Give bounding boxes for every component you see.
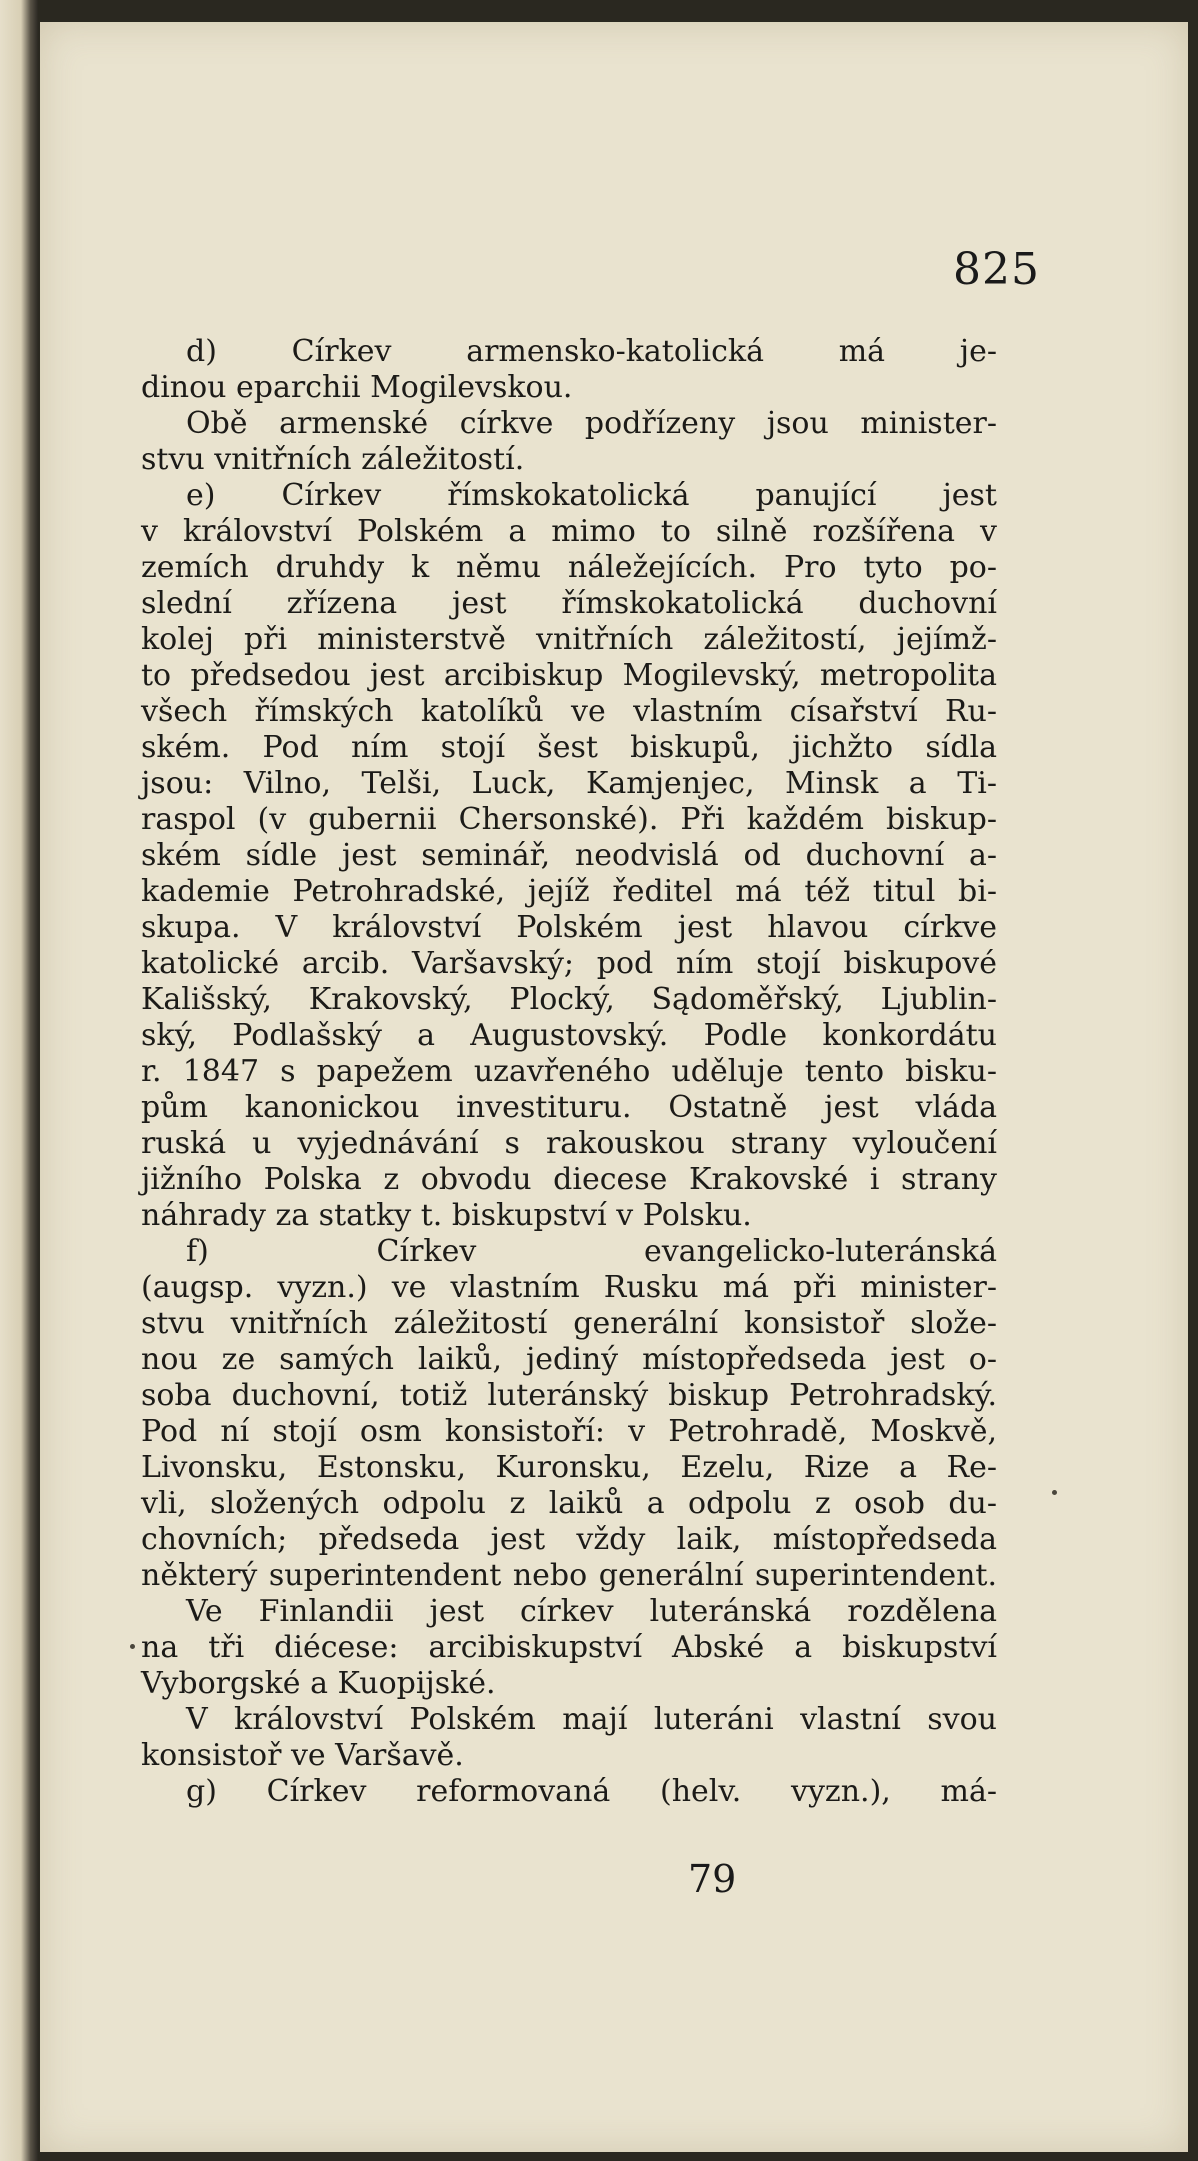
text-line: (augsp. vyzn.) ve vlastním Rusku má při minister- [141,1270,997,1305]
text-line: V království Polském mají luteráni vlastní svou [186,1702,997,1737]
text-line: kolej při ministerstvě vnitřních záležitostí, jejímž- [141,622,997,657]
text-line: stvu vnitřních záležitostí. [141,442,525,477]
text-line: v království Polském a mimo to silně rozšířena v [141,514,997,549]
book-page [40,22,1188,2152]
text-line: ský, Podlašský a Augustovský. Podle konkordátu [141,1018,997,1053]
text-line: Livonsku, Estonsku, Kuronsku, Ezelu, Rize a Re- [141,1450,997,1485]
text-line: vli, složených odpolu z laiků a odpolu z osob du- [141,1486,997,1521]
text-line: dinou eparchii Mogilevskou. [141,370,573,405]
text-line: g) Církev reformovaná (helv. vyzn.), má- [186,1774,997,1809]
text-line: Ve Finlandii jest církev luteránská rozdělena [186,1594,997,1629]
book-spine [0,0,38,2161]
text-line: Pod ní stojí osm konsistoří: v Petrohradě, Moskvě, [141,1414,997,1449]
text-line: Obě armenské církve podřízeny jsou minister- [186,406,997,441]
text-line: jižního Polska z obvodu diecese Krakovské i strany [141,1162,997,1197]
text-line: ském sídle jest seminář, neodvislá od duchovní a- [141,838,997,873]
text-line: pům kanonickou investituru. Ostatně jest vláda [141,1090,997,1125]
text-line: nou ze samých laiků, jediný místopředseda jest o- [141,1342,997,1377]
text-line: r. 1847 s papežem uzavřeného uděluje tento bisku- [141,1054,997,1089]
signature-mark: 79 [688,1857,737,1901]
text-line: všech římských katolíků ve vlastním císařství Ru- [141,694,997,729]
text-line: jsou: Vilno, Telši, Luck, Kamjenjec, Minsk a Ti- [141,766,997,801]
text-line: e) Církev římskokatolická panující jest [186,478,997,513]
paper-speck [1052,1490,1057,1495]
text-line: ském. Pod ním stojí šest biskupů, jichžto sídla [141,730,997,765]
text-line: náhrady za statky t. biskupství v Polsku. [141,1198,752,1233]
text-line: zemích druhdy k němu náležejících. Pro tyto po- [141,550,997,585]
text-line: soba duchovní, totiž luteránský biskup Petrohradský. [141,1378,997,1413]
text-line: chovních; předseda jest vždy laik, místopředseda [141,1522,997,1557]
text-line: slední zřízena jest římskokatolická duchovní [141,586,997,621]
text-line: f) Církev evangelicko-luteránská [186,1234,997,1269]
text-line: skupa. V království Polském jest hlavou církve [141,910,997,945]
text-line: Kališský, Krakovský, Plocký, Sądoměřský, Ljublin- [141,982,997,1017]
text-line: to předsedou jest arcibiskup Mogilevský, metropolita [141,658,997,693]
text-line: na tři diécese: arcibiskupství Abské a biskupství [141,1630,997,1665]
text-line: některý superintendent nebo generální superintendent. [141,1558,997,1593]
page-number: 825 [953,244,1040,295]
text-line: d) Církev armensko-katolická má je- [186,334,997,369]
paper-speck [130,1644,135,1649]
text-line: katolické arcib. Varšavský; pod ním stojí biskupové [141,946,997,981]
body-text [141,334,997,1810]
text-line: ruská u vyjednávání s rakouskou strany vyloučení [141,1126,997,1161]
text-line: Vyborgské a Kuopijské. [141,1666,496,1701]
text-line: stvu vnitřních záležitostí generální konsistoř slože- [141,1306,997,1341]
text-line: raspol (v gubernii Chersonské). Při každém biskup- [141,802,997,837]
text-line: konsistoř ve Varšavě. [141,1738,464,1773]
text-line: kademie Petrohradské, jejíž ředitel má též titul bi- [141,874,997,909]
